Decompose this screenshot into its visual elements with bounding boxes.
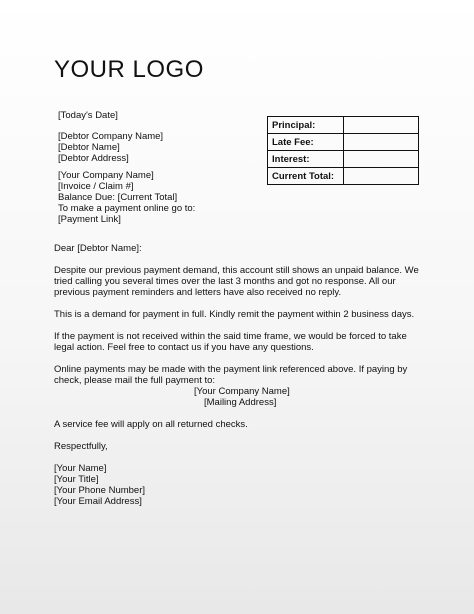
date-text: [Today's Date] [58, 110, 118, 121]
paragraph-payment-instructions: Online payments may be made with the payment link referenced above. If paying by check, please mail the full payment to: [54, 364, 408, 386]
paragraph-unpaid-balance: Despite our previous payment demand, this account still shows an unpaid balance. We tried calling you several times over the last 3 months and got no response. All our previous payment reminders and letters have also received no reply. [54, 265, 419, 298]
table-row [268, 151, 419, 168]
logo-placeholder: YOUR LOGO [54, 56, 204, 83]
current-total-value [344, 168, 419, 185]
mailing-company: [Your Company Name] [194, 386, 290, 397]
signature-block [54, 463, 424, 507]
signature-title: [Your Title] [54, 474, 99, 485]
signature-email: [Your Email Address] [54, 496, 142, 507]
signature-phone: [Your Phone Number] [54, 485, 146, 496]
table-row [268, 134, 419, 151]
salutation: Dear [Debtor Name]: [54, 243, 142, 254]
sender-company: [Your Company Name] [58, 170, 154, 181]
mailing-address: [Mailing Address] [204, 397, 277, 408]
table-row [268, 117, 419, 134]
debtor-address: [Debtor Address] [58, 153, 129, 164]
interest-value [344, 151, 419, 168]
debtor-name: [Debtor Name] [58, 142, 120, 153]
paragraph-service-fee: A service fee will apply on all returned checks. [54, 419, 248, 430]
mailing-address-block [194, 386, 424, 408]
balance-summary-table [267, 116, 419, 185]
paragraph-demand: This is a demand for payment in full. Kindly remit the payment within 2 business days. [54, 309, 415, 320]
late-fee-label: Late Fee: [268, 134, 344, 151]
closing: Respectfully, [54, 441, 108, 452]
signature-name: [Your Name] [54, 463, 107, 474]
date-block [58, 110, 118, 121]
late-fee-value [344, 134, 419, 151]
payment-link: [Payment Link] [58, 214, 121, 225]
current-total-label: Current Total: [268, 168, 344, 185]
debtor-address-block [58, 131, 163, 164]
letter-body [54, 243, 424, 507]
table-row [268, 168, 419, 185]
sender-info-block [58, 170, 195, 225]
invoice-number: [Invoice / Claim #] [58, 181, 134, 192]
principal-label: Principal: [268, 117, 344, 134]
interest-label: Interest: [268, 151, 344, 168]
debtor-company: [Debtor Company Name] [58, 131, 164, 142]
paragraph-legal-action: If the payment is not received within the said time frame, we would be forced to take legal action. Feel free to contact us if you have any questions. [54, 331, 407, 353]
balance-due: Balance Due: [Current Total] [58, 192, 178, 203]
principal-value [344, 117, 419, 134]
pay-online-text: To make a payment online go to: [58, 203, 196, 214]
